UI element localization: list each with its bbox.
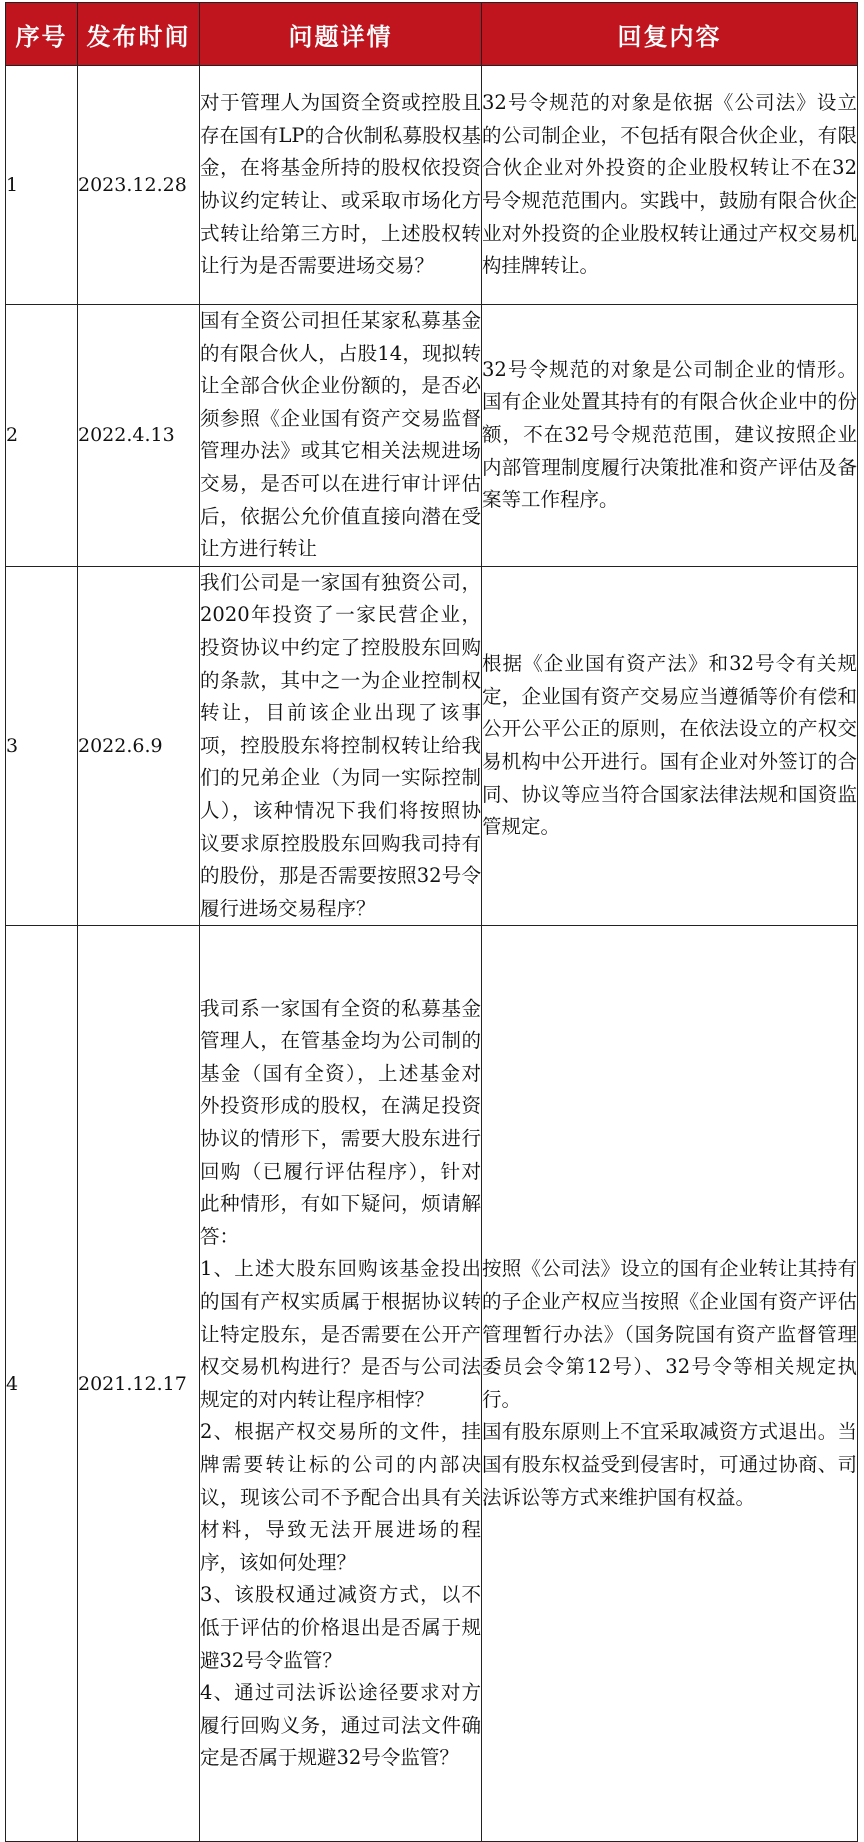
header-seq: 序号 — [6, 3, 78, 66]
answer-paragraph: 根据《企业国有资产法》和32号令有关规定，企业国有资产交易应当遵循等价有偿和公开公平公正的原则，在依法设立的产权交易机构中公开进行。国有企业对外签订的合同、协议等应当符合国家法律法规和国资监管规定。 — [482, 652, 857, 839]
answer-paragraph: 按照《公司法》设立的国有企业转让其持有的子企业产权应当按照《企业国有资产评估管理暂行办法》（国务院国有资产监督管理委员会令第12号）、32号令等相关规定执行。 — [482, 1257, 857, 1411]
row-seq: 2 — [6, 305, 78, 567]
question-paragraph: 我司系一家国有全资的私募基金管理人，在管基金均为公司制的基金（国有全资），上述基金对外投资形成的股权，在满足投资协议的情形下，需要大股东进行回购（已履行评估程序），针对此种情形，有如下疑问，烦请解答： — [200, 996, 481, 1248]
answer-paragraph: 国有股东原则上不宜采取减资方式退出。当国有股东权益受到侵害时，可通过协商、司法诉讼等方式来维护国有权益。 — [482, 1420, 857, 1509]
header-answer: 回复内容 — [482, 3, 858, 66]
row-seq: 3 — [6, 566, 78, 926]
row-date: 2022.6.9 — [78, 566, 200, 926]
row-answer — [482, 305, 858, 567]
table-row — [6, 66, 858, 305]
answer-paragraph: 32号令规范的对象是公司制企业的情形。国有企业处置其持有的有限合伙企业中的份额，不在32号令规范范围，建议按照企业内部管理制度履行决策批准和资产评估及备案等工作程序。 — [482, 357, 857, 512]
row-seq: 4 — [6, 926, 78, 1842]
row-question — [200, 66, 482, 305]
row-answer — [482, 566, 858, 926]
table-header-row — [6, 3, 858, 66]
table-row — [6, 305, 858, 567]
question-paragraph: 对于管理人为国资全资或控股且存在国有LP的合伙制私募股权基金，在将基金所持的股权依投资协议约定转让、或采取市场化方式转让给第三方时，上述股权转让行为是否需要进场交易？ — [200, 91, 481, 278]
qa-table — [5, 2, 858, 1842]
question-paragraph: 3、该股权通过减资方式，以不低于评估的价格退出是否属于规避32号令监管？ — [200, 1583, 481, 1672]
row-answer — [482, 926, 858, 1842]
row-question — [200, 926, 482, 1842]
row-date: 2021.12.17 — [78, 926, 200, 1842]
table-row — [6, 566, 858, 926]
row-answer — [482, 66, 858, 305]
question-paragraph: 2、根据产权交易所的文件，挂牌需要转让标的公司的内部决议，现该公司不予配合出具有关材料，导致无法开展进场的程序，该如何处理？ — [200, 1420, 481, 1574]
row-date: 2023.12.28 — [78, 66, 200, 305]
table-body — [6, 66, 858, 1842]
question-paragraph: 1、上述大股东回购该基金投出的国有产权实质属于根据协议转让特定股东，是否需要在公开产权交易机构进行？是否与公司法规定的对内转让程序相悖？ — [200, 1257, 481, 1411]
row-question — [200, 305, 482, 567]
question-paragraph: 国有全资公司担任某家私募基金的有限合伙人，占股14，现拟转让全部合伙企业份额的，是否必须参照《企业国有资产交易监督管理办法》或其它相关法规进场交易，是否可以在进行审计评估后，依据公允价值直接向潜在受让方进行转让 — [200, 309, 481, 561]
row-question — [200, 566, 482, 926]
answer-paragraph: 32号令规范的对象是依据《公司法》设立的公司制企业，不包括有限合伙企业，有限合伙企业对外投资的企业股权转让不在32号令规范范围内。实践中，鼓励有限合伙企业对外投资的企业股权转让通过产权交易机构挂牌转让。 — [482, 91, 857, 278]
row-date: 2022.4.13 — [78, 305, 200, 567]
table-row — [6, 926, 858, 1842]
header-question: 问题详情 — [200, 3, 482, 66]
question-paragraph: 我们公司是一家国有独资公司，2020年投资了一家民营企业，投资协议中约定了控股股东回购的条款，其中之一为企业控制权转让，目前该企业出现了该事项，控股股东将控制权转让给我们的兄弟企业（为同一实际控制人），该种情况下我们将按照协议要求原控股股东回购我司持有的股份，那是否需要按照32号令履行进场交易程序？ — [200, 570, 481, 920]
question-paragraph: 4、通过司法诉讼途径要求对方履行回购义务，通过司法文件确定是否属于规避32号令监管？ — [200, 1681, 481, 1770]
header-date: 发布时间 — [78, 3, 200, 66]
row-seq: 1 — [6, 66, 78, 305]
